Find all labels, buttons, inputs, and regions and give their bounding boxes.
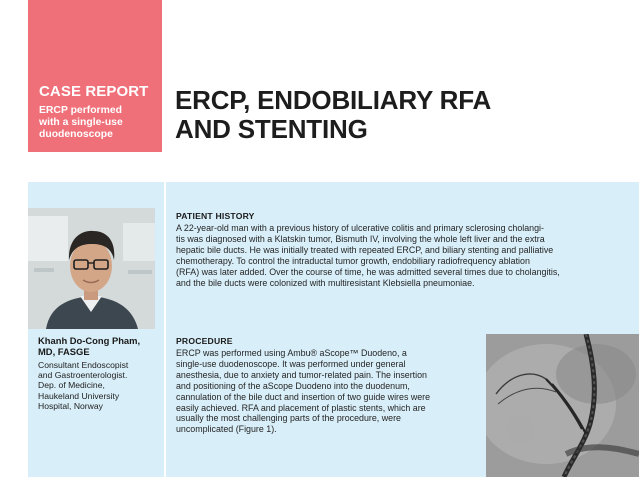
case-report-tag [28, 0, 162, 152]
history-line: A 22-year-old man with a previous history of ulcerative colitis and primary sclerosing cholangi- [176, 223, 544, 233]
column-divider [164, 182, 166, 477]
author-info [38, 335, 160, 411]
history-line: chemotherapy. To control the intraductal tumor growth, endobiliary radiofrequency ablation [176, 255, 530, 266]
author-name-line: MD, FASGE [38, 346, 90, 357]
author-name-line: Khanh Do-Cong Pham, [38, 335, 141, 346]
procedure-line: cannulation of the bile duct and insertion of two guide wires were [176, 391, 431, 402]
procedure-line: ERCP was performed using Ambu® aScope™ Duodeno, a [176, 348, 407, 358]
fluoroscopy-image [486, 334, 639, 477]
author-photo [28, 208, 155, 329]
article-title [175, 86, 595, 144]
subtitle-line: with a single-use [39, 117, 123, 128]
procedure-line: single-use duodenoscope. It was performed under general [176, 358, 406, 369]
procedure-text [176, 348, 474, 435]
subtitle-line: ERCP performed [39, 105, 122, 116]
procedure-line: anesthesia, due to anxiety and tumor-related pain. The insertion [176, 369, 427, 380]
history-line: tis was diagnosed with a Klatskin tumor, Bismuth IV, involving the whole left liver and the extra [176, 233, 545, 244]
author-role-line: and Gastroenterologist. [38, 370, 128, 381]
subtitle-line: duodenoscope [39, 129, 113, 140]
author-role-line: Dep. of Medicine, [38, 380, 105, 391]
author-portrait-icon [28, 208, 155, 329]
patient-history-heading: PATIENT HISTORY [176, 211, 255, 221]
history-line: hepatic bile ducts. He was initially treated with repeated ERCP, and biliary stenting and palliative [176, 244, 554, 255]
case-report-subtitle [39, 105, 162, 141]
xray-icon [486, 334, 639, 477]
author-role [38, 360, 160, 411]
author-role-line: Haukeland University [38, 390, 120, 401]
title-line: AND STENTING [175, 114, 368, 144]
author-role-line: Consultant Endoscopist [38, 360, 129, 370]
title-line: ERCP, ENDOBILIARY RFA [175, 85, 492, 115]
patient-history-text [176, 223, 630, 288]
procedure-line: uncomplicated (Figure 1). [176, 424, 277, 435]
history-line: (RFA) was later added. Over the course of time, he was admitted several times due to cholangitis, [176, 266, 560, 277]
case-report-kicker: CASE REPORT [39, 83, 149, 100]
history-line: and the bile ducts were colonized with multiresistant Klebsiella pneumoniae. [176, 277, 475, 288]
author-role-line: Hospital, Norway [38, 400, 103, 411]
procedure-line: easily achieved. RFA and placement of plastic stents, which are [176, 402, 426, 413]
procedure-line: and positioning of the aScope Duodeno into the duodenum, [176, 380, 410, 391]
procedure-line: usually the most challenging parts of the procedure, were [176, 413, 401, 424]
author-name [38, 335, 160, 357]
procedure-heading: PROCEDURE [176, 336, 233, 346]
